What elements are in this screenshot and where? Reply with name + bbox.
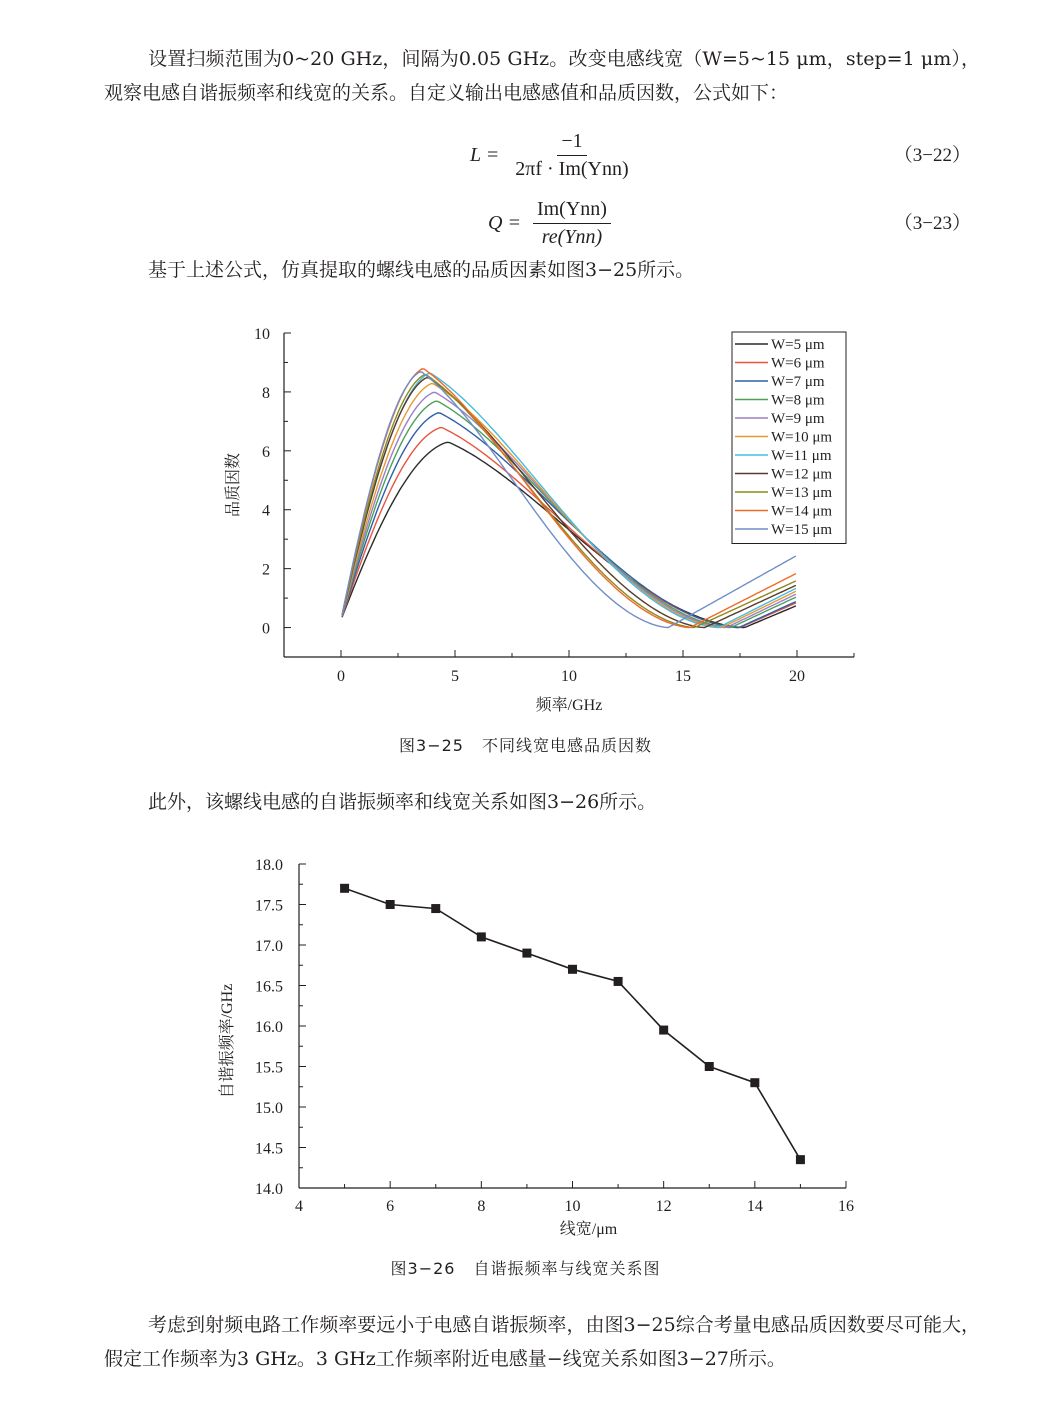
x-axis-label: 频率/GHz: [535, 697, 603, 714]
x-tick-label: 10: [561, 668, 577, 685]
y-tick-label: 8: [262, 384, 270, 402]
x-tick-label: 14: [746, 1198, 763, 1215]
data-point-w7: [431, 904, 440, 913]
x-axis-label: 线宽/μm: [559, 1221, 618, 1238]
data-point-w14: [750, 1078, 759, 1087]
series-line-w10: [342, 384, 796, 628]
x-tick-label: 5: [451, 668, 459, 685]
y-tick-label: 16.0: [255, 1019, 283, 1036]
y-tick-label: 15.0: [255, 1100, 283, 1117]
legend-label-w10: W=10 μm: [771, 429, 833, 446]
legend-label-w5: W=5 μm: [771, 337, 825, 353]
data-point-w12: [659, 1026, 668, 1035]
eq2-denominator: re(Ynn): [541, 226, 603, 248]
quality-factor-chart: [0, 310, 1051, 740]
eq1-numerator: −1: [557, 130, 586, 156]
series-line-w15: [342, 372, 796, 628]
y-tick-label: 0: [262, 620, 270, 638]
eq1-fraction: [511, 130, 632, 181]
y-axis-label: 自谐振频率/GHz: [219, 983, 236, 1099]
x-tick-label: 15: [675, 668, 691, 685]
resonance-series-line: [345, 888, 801, 1159]
y-tick-label: 15.5: [255, 1059, 283, 1077]
eq2-lhs: Q =: [488, 212, 521, 234]
series-line-w6: [342, 428, 796, 628]
y-tick-label: 14.0: [255, 1181, 283, 1198]
y-axis-label: 品质因数: [225, 452, 242, 518]
legend-label-w6: W=6 μm: [771, 355, 825, 372]
x-tick-label: 20: [789, 668, 805, 685]
series-line-w5: [342, 442, 796, 627]
resonance-frequency-chart: [0, 845, 1051, 1245]
data-point-w15: [796, 1155, 805, 1164]
figure-3-26-caption: [0, 1256, 1051, 1279]
legend-label-w15: W=15 μm: [771, 522, 833, 538]
legend-label-w9: W=9 μm: [771, 411, 825, 427]
y-tick-label: 10: [254, 326, 270, 343]
data-point-w8: [477, 932, 486, 941]
y-tick-label: 2: [262, 561, 270, 579]
data-point-w13: [705, 1062, 714, 1071]
x-tick-label: 4: [295, 1198, 303, 1215]
x-tick-label: 16: [838, 1198, 854, 1215]
x-tick-label: 8: [477, 1198, 486, 1215]
eq1-number: （3−22）: [893, 145, 971, 166]
figure-3-25-title: 不同线宽电感品质因数: [481, 736, 652, 755]
figure-3-26-number: 图3−26: [390, 1259, 456, 1278]
x-tick-label: 6: [386, 1198, 395, 1215]
series-line-w14: [342, 369, 796, 628]
y-tick-label: 17.0: [255, 938, 283, 955]
paragraph-fig-3-25-ref: 基于上述公式，仿真提取的螺线电感的品质因素如图3−25所示。: [148, 259, 695, 281]
x-tick-label: 10: [564, 1198, 581, 1215]
legend-label-w14: W=14 μm: [771, 503, 833, 520]
equation-3-22: [0, 130, 1051, 180]
paragraph-conclusion: 考虑到射频电路工作频率要远小于电感自谐振频率，由图3−25综合考量电感品质因数要尽可能大，假定工作频率为3 GHz。3 GHz工作频率附近电感量−线宽关系如图3−27所示。: [104, 1314, 980, 1370]
data-point-w10: [568, 965, 577, 974]
legend-label-w7: W=7 μm: [771, 374, 825, 390]
eq2-number: （3−23）: [893, 213, 971, 234]
figure-3-25-caption: [0, 733, 1051, 756]
data-point-w6: [386, 900, 395, 909]
y-tick-label: 4: [262, 502, 270, 520]
legend-label-w13: W=13 μm: [771, 485, 833, 501]
legend-label-w11: W=11 μm: [771, 448, 832, 464]
y-tick-label: 18.0: [255, 857, 283, 874]
x-tick-label: 12: [655, 1198, 672, 1215]
eq2-numerator: Im(Ynn): [533, 198, 611, 224]
y-tick-label: 16.5: [255, 978, 283, 996]
figure-3-26-title: 自谐振频率与线宽关系图: [473, 1259, 661, 1278]
eq2-fraction: [533, 198, 611, 249]
series-line-w13: [342, 375, 796, 628]
y-tick-label: 14.5: [255, 1140, 283, 1158]
equation-3-23: [0, 198, 1051, 248]
y-tick-label: 6: [262, 443, 270, 461]
data-point-w5: [340, 884, 349, 893]
eq1-lhs: L =: [470, 144, 500, 166]
figure-3-25-number: 图3−25: [399, 736, 464, 755]
paragraph-fig-3-26-ref: 此外，该螺线电感的自谐振频率和线宽关系如图3−26所示。: [148, 791, 657, 813]
y-tick-label: 17.5: [255, 897, 283, 915]
legend-label-w12: W=12 μm: [771, 466, 833, 483]
legend-label-w8: W=8 μm: [771, 392, 825, 409]
series-line-w11: [342, 373, 796, 627]
paragraph-intro: 设置扫频范围为0~20 GHz，间隔为0.05 GHz。改变电感线宽（W=5~15 μm，step=1 μm），观察电感自谐振频率和线宽的关系。自定义输出电感感值和品质因数，公式如下：: [104, 48, 980, 104]
x-tick-label: 0: [337, 668, 345, 685]
series-line-w12: [342, 378, 796, 628]
data-point-w11: [614, 977, 623, 986]
data-point-w9: [522, 949, 531, 958]
eq1-denominator: 2πf · Im(Ynn): [515, 158, 629, 180]
